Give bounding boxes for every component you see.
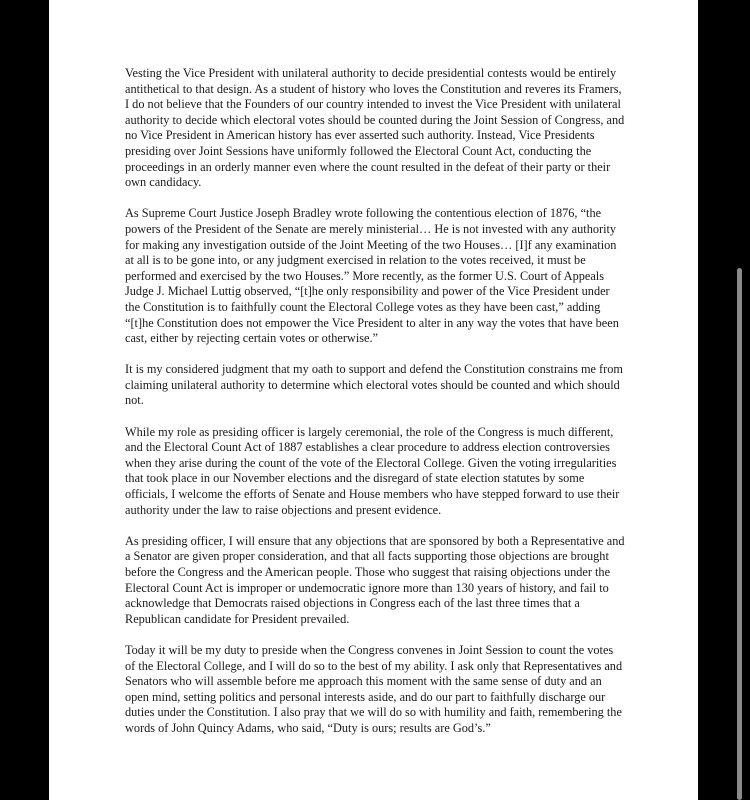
paragraph: It is my considered judgment that my oath to support and defend the Constitution constrains me from claiming unilateral authority to determine which electoral votes should be counted and which should not.: [125, 362, 623, 408]
paragraph: As Supreme Court Justice Joseph Bradley wrote following the contentious election of 1876, “the powers of the President of the Senate are merely ministerial… He is not invested with any authority for making any investigation outside of the Joint Meeting of the two Houses… [I]f any examination at all is to be gone into, or any judgment exercised in relation to the votes received, it must be performed and exercised by the two Houses.” More recently, as the former U.S. Court of Appeals Judge J. Michael Luttig observed, “[t]he only responsibility and power of the Vice President under the Constitution is to faithfully count the Electoral College votes as they have been cast,” adding “[t]he Constitution does not empower the Vice President to alter in any way the votes that have been cast, either by rejecting certain votes or otherwise.”: [125, 206, 619, 346]
paragraph: Vesting the Vice President with unilateral authority to decide presidential contests would be entirely antithetical to that design. As a student of history who loves the Constitution and reveres its Framers, I do not believe that the Founders of our country intended to invest the Vice President with unilateral authority to decide which electoral votes should be counted during the Joint Session of Congress, and no Vice President in American history has ever asserted such authority. Instead, Vice Presidents presiding over Joint Sessions have uniformly followed the Electoral Count Act, conducting the proceedings in an orderly manner even where the count resulted in the defeat of their party or their own candidacy.: [125, 66, 625, 190]
paragraph: While my role as presiding officer is largely ceremonial, the role of the Congress is much different, and the Electoral Count Act of 1887 establishes a clear procedure to address election controversies when they arise during the count of the vote of the Electoral College. Given the voting irregularities that took place in our November elections and the disregard of state election statutes by some officials, I welcome the efforts of Senate and House members who have stepped forward to use their authority under the law to raise objections and present evidence.: [125, 424, 620, 517]
document-page: [49, 0, 698, 800]
scrollbar-thumb[interactable]: [737, 268, 742, 800]
paragraph: Today it will be my duty to preside when the Congress convenes in Joint Session to count the votes of the Electoral College, and I will do so to the best of my ability. I ask only that Representatives and Senators who will assemble before me approach this moment with the same sense of duty and an open mind, setting politics and personal interests aside, and do our part to faithfully discharge our duties under the Constitution. I also pray that we will do so with humility and faith, remembering the words of John Quincy Adams, who said, “Duty is ours; results are God’s.”: [125, 642, 623, 735]
paragraph: As presiding officer, I will ensure that any objections that are sponsored by both a Representative and a Senator are given proper consideration, and that all facts supporting those objections are brought before the Congress and the American people. Those who suggest that raising objections under the Electoral Count Act is improper or undemocratic ignore more than 130 years of history, and fail to acknowledge that Democrats raised objections in Congress each of the last three times that a Republican candidate for President prevailed.: [125, 533, 625, 626]
document-body: [125, 66, 625, 752]
